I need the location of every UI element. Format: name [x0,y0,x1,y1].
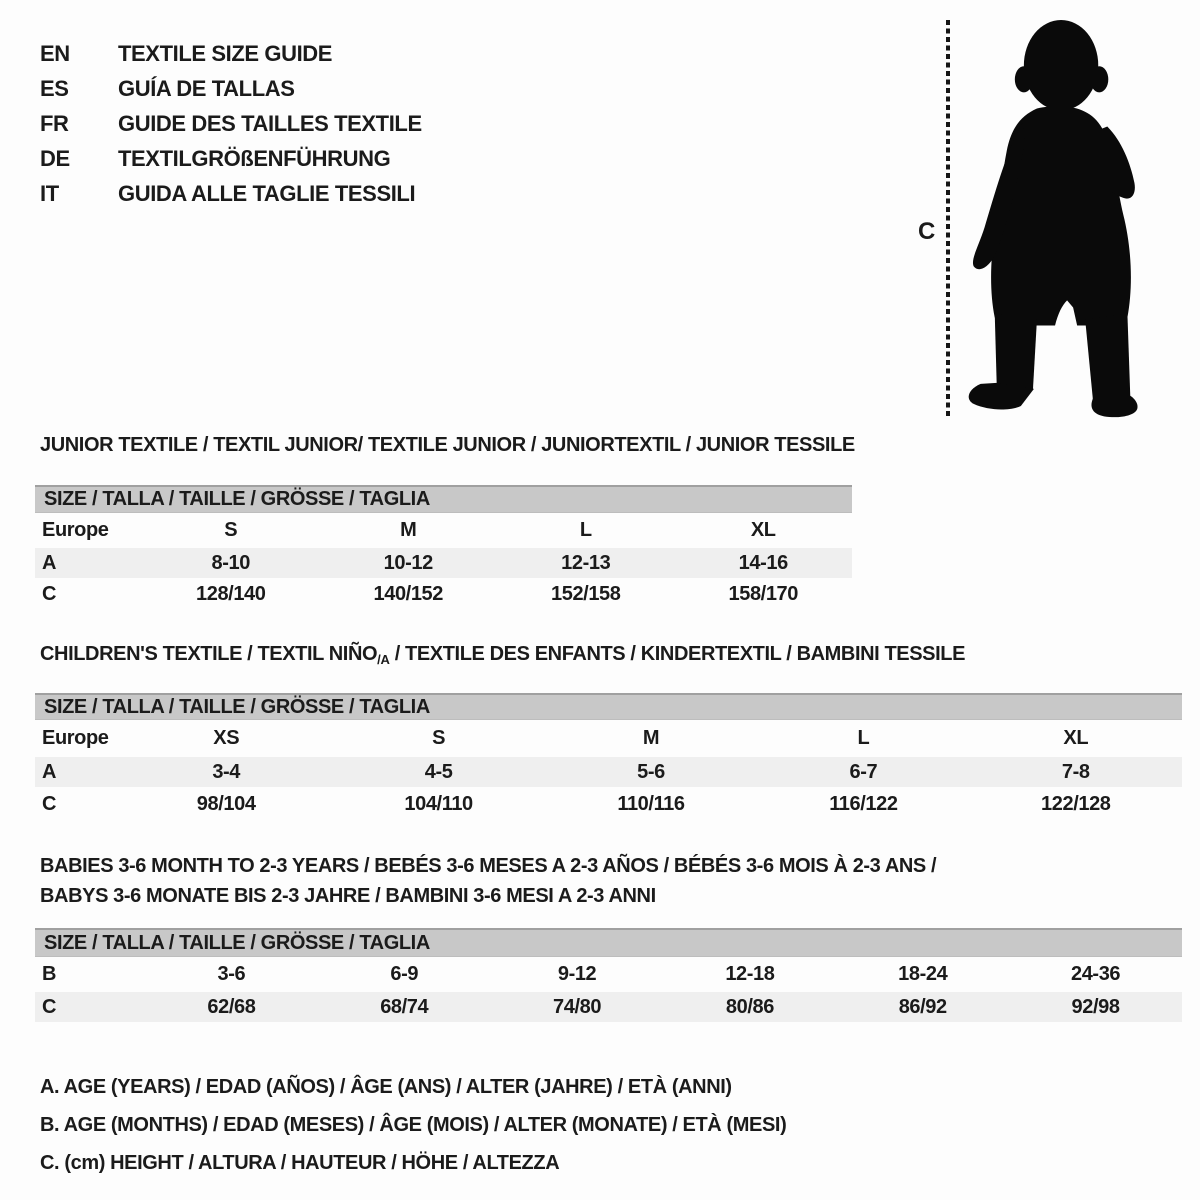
table-row [35,957,1182,992]
language-code: EN [40,40,70,66]
table-row [35,992,1182,1022]
size-cell: XL [1063,727,1089,749]
babies-title-line1: BABIES 3-6 MONTH TO 2-3 YEARS / BEBÉS 3-6 MESES A 2-3 AÑOS / BÉBÉS 3-6 MOIS À 2-3 ANS / [40,855,937,877]
height-cell: 86/92 [898,995,947,1018]
height-cell: 74/80 [553,995,602,1018]
age-cell: 3-4 [212,760,241,783]
language-label: GUIDE DES TAILLES TEXTILE [118,110,422,136]
row-label: C [42,995,57,1018]
language-label: GUIDA ALLE TAGLIE TESSILI [118,180,416,206]
age-cell: 7-8 [1061,760,1090,783]
height-cell: 140/152 [373,583,443,605]
language-label: TEXTILGRÖßENFÜHRUNG [118,145,391,171]
children-section-title [40,643,965,666]
table-row [35,513,852,548]
height-cell: 80/86 [725,995,774,1018]
babies-size-header: SIZE / TALLA / TAILLE / GRÖSSE / TAGLIA [35,928,1182,957]
age-cell: 24-36 [1070,963,1121,985]
height-cell: 62/68 [207,995,256,1018]
junior-section-title: JUNIOR TEXTILE / TEXTIL JUNIOR/ TEXTILE JUNIOR / JUNIORTEXTIL / JUNIOR TESSILE [40,434,855,456]
height-measure-dashed-line [946,20,950,416]
language-row-de [40,141,422,176]
row-label: A [42,760,57,783]
babies-section-title [40,851,936,911]
height-cell: 116/122 [829,793,898,815]
table-row [35,548,852,578]
height-cell: 152/158 [551,583,621,605]
language-row-it [40,176,422,211]
children-title-subscript: /A [377,652,390,667]
height-cell: 68/74 [380,995,429,1018]
junior-size-header: SIZE / TALLA / TAILLE / GRÖSSE / TAGLIA [35,485,852,513]
size-cell: L [579,519,592,541]
age-cell: 10-12 [383,551,433,574]
row-label: C [42,793,57,815]
legend-age-months: B. AGE (MONTHS) / EDAD (MESES) / ÂGE (MOIS) / ALTER (MONATE) / ETÀ (MESI) [40,1114,787,1136]
junior-size-table [35,485,852,611]
height-cell: 122/128 [1041,793,1111,815]
age-cell: 3-6 [217,963,246,985]
row-label: C [42,583,57,605]
table-row [35,757,1182,787]
height-cell: 92/98 [1071,995,1120,1018]
children-size-header: SIZE / TALLA / TAILLE / GRÖSSE / TAGLIA [35,693,1182,720]
age-cell: 12-18 [725,963,775,985]
language-row-es [40,71,422,106]
language-code: ES [40,75,69,101]
size-cell: XS [213,727,240,749]
table-row [35,578,852,611]
language-label: GUÍA DE TALLAS [118,75,295,101]
language-code: IT [40,180,59,206]
age-cell: 8-10 [211,551,250,574]
language-list [40,36,422,211]
babies-title-line2: BABYS 3-6 MONATE BIS 2-3 JAHRE / BAMBINI 3-6 MESI A 2-3 ANNI [40,885,656,907]
row-label: Europe [42,519,109,541]
children-title-rest: / TEXTILE DES ENFANTS / KINDERTEXTIL / BAMBINI TESSILE [389,643,966,665]
children-size-table [35,693,1182,822]
row-label: B [42,963,57,985]
age-cell: 18-24 [898,963,948,985]
table-row [35,720,1182,757]
size-cell: M [642,727,660,749]
language-code: FR [40,110,69,136]
size-cell: XL [750,519,776,541]
row-label: A [42,551,57,574]
height-cell: 98/104 [196,793,256,815]
size-cell: L [857,727,870,749]
language-row-fr [40,106,422,141]
legend-age-years: A. AGE (YEARS) / EDAD (AÑOS) / ÂGE (ANS) / ALTER (JAHRE) / ETÀ (ANNI) [40,1076,732,1098]
size-cell: M [400,519,417,541]
age-cell: 5-6 [637,760,665,783]
height-cell: 158/170 [728,583,798,605]
age-cell: 6-9 [390,963,419,985]
age-cell: 9-12 [557,963,597,985]
table-row [35,787,1182,822]
age-cell: 4-5 [424,760,453,783]
age-cell: 14-16 [738,551,788,574]
language-label: TEXTILE SIZE GUIDE [118,40,333,66]
language-row-en [40,36,422,71]
toddler-silhouette-icon [958,16,1140,418]
height-measure-label: C [918,218,935,245]
children-title-main: CHILDREN'S TEXTILE / TEXTIL NIÑO [40,643,378,665]
row-label: Europe [42,727,109,749]
height-cell: 128/140 [196,583,266,605]
height-cell: 110/116 [617,793,685,815]
size-cell: S [432,727,446,749]
language-code: DE [40,145,70,171]
age-cell: 6-7 [849,760,878,783]
babies-size-table [35,928,1182,1022]
height-cell: 104/110 [404,793,473,815]
age-cell: 12-13 [561,551,611,574]
legend-height-cm: C. (cm) HEIGHT / ALTURA / HAUTEUR / HÖHE / ALTEZZA [40,1152,560,1174]
size-cell: S [224,519,238,541]
